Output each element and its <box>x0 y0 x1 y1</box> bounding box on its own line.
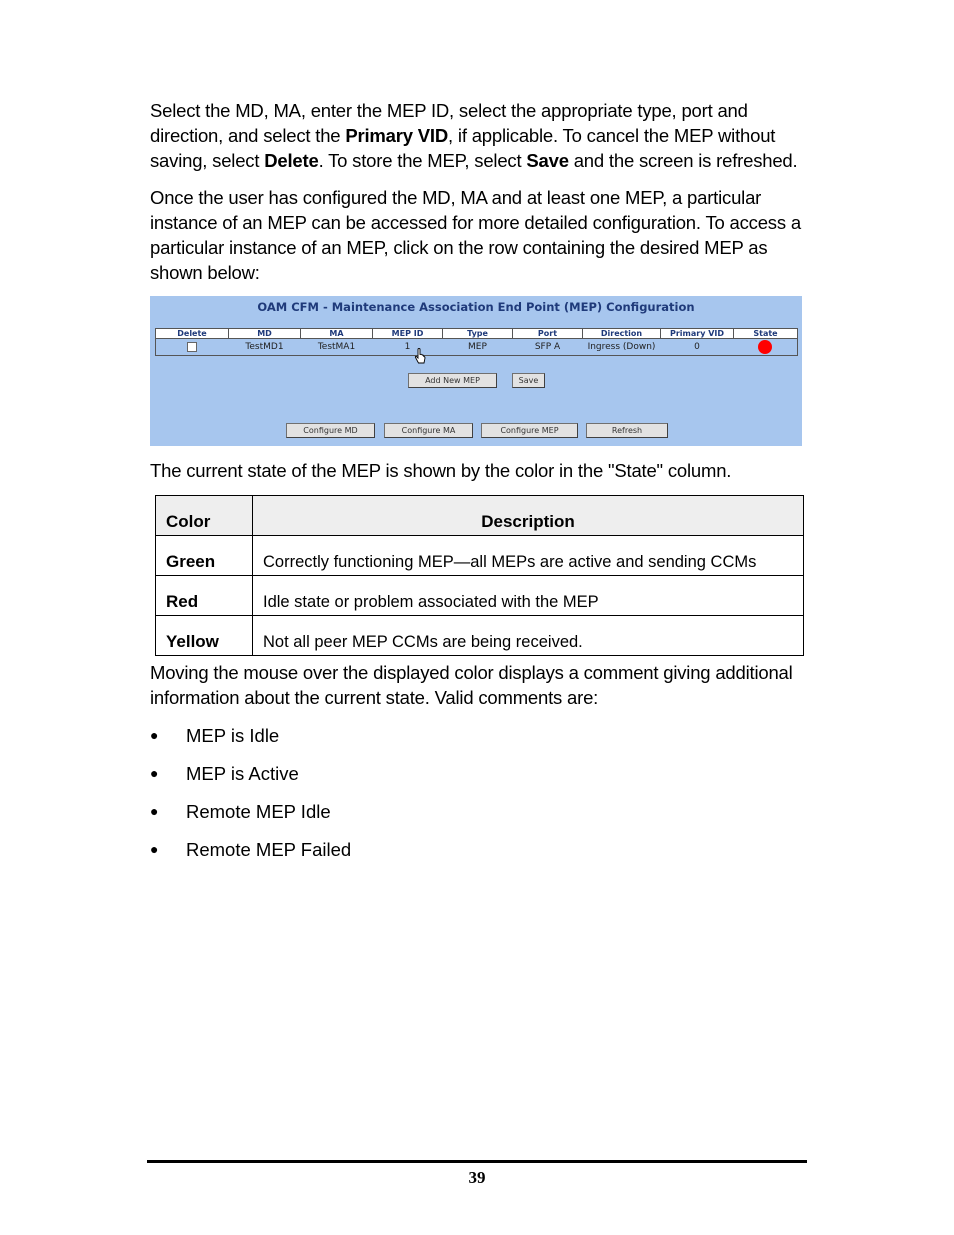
delete-term: Delete <box>264 150 319 171</box>
description-header: Description <box>253 496 804 536</box>
footer-rule <box>147 1160 807 1163</box>
mep-table-header <box>156 329 798 339</box>
configure-md-button[interactable]: Configure MD <box>286 423 375 438</box>
intro-text-d: . To store the MEP, select <box>318 150 527 171</box>
color-cell: Red <box>156 576 253 616</box>
list-item <box>150 799 351 837</box>
description-cell: Not all peer MEP CCMs are being received. <box>253 616 804 656</box>
refresh-button[interactable]: Refresh <box>586 423 668 438</box>
direction-cell: Ingress (Down) <box>583 339 661 356</box>
mep-id-cell: 1 <box>373 339 443 356</box>
col-md: MD <box>229 329 301 339</box>
type-cell: MEP <box>443 339 513 356</box>
bullet-icon: ● <box>150 765 159 781</box>
hand-cursor-icon <box>414 348 426 366</box>
mep-config-screenshot <box>150 296 802 446</box>
delete-cell <box>156 339 229 356</box>
comment-text: MEP is Idle <box>186 725 280 746</box>
col-port: Port <box>513 329 583 339</box>
page-number: 39 <box>468 1168 486 1187</box>
comment-text: MEP is Active <box>186 763 299 784</box>
mouse-paragraph: Moving the mouse over the displayed color displays a comment giving additional information about the current state. Valid comments are: <box>150 662 793 708</box>
list-item <box>150 761 351 799</box>
save-term: Save <box>526 150 569 171</box>
table-row <box>156 576 804 616</box>
color-cell: Yellow <box>156 616 253 656</box>
table-row <box>156 616 804 656</box>
description-cell: Correctly functioning MEP—all MEPs are active and sending CCMs <box>253 536 804 576</box>
col-delete: Delete <box>156 329 229 339</box>
table-row[interactable] <box>156 339 798 356</box>
save-button[interactable]: Save <box>512 373 545 388</box>
bullet-icon: ● <box>150 727 159 743</box>
add-new-mep-button[interactable]: Add New MEP <box>408 373 497 388</box>
md-cell: TestMD1 <box>229 339 301 356</box>
color-table-header <box>156 496 804 536</box>
col-type: Type <box>443 329 513 339</box>
table-row <box>156 536 804 576</box>
state-cell <box>734 339 798 356</box>
description-cell: Idle state or problem associated with the MEP <box>253 576 804 616</box>
list-item <box>150 723 351 761</box>
state-caption: The current state of the MEP is shown by the color in the "State" column. <box>150 460 732 481</box>
col-mep-id: MEP ID <box>373 329 443 339</box>
list-item <box>150 837 351 875</box>
intro-text-e: and the screen is refreshed. <box>568 150 798 171</box>
comment-text: Remote MEP Idle <box>186 801 331 822</box>
intro-paragraph-2: Once the user has configured the MD, MA and at least one MEP, a particular instance of an MEP can be accessed for more detailed configuration. To access a particular instance of an MEP, click on the row containing the desired MEP as shown below: <box>150 187 801 283</box>
state-indicator[interactable] <box>758 340 772 354</box>
col-ma: MA <box>301 329 373 339</box>
color-cell: Green <box>156 536 253 576</box>
delete-checkbox[interactable] <box>187 342 197 352</box>
col-state: State <box>734 329 798 339</box>
col-direction: Direction <box>583 329 661 339</box>
intro-paragraph-1 <box>150 98 805 173</box>
intro-text-c: , if applicable. To cancel the MEP without saving, select <box>150 125 776 171</box>
primary-vid-cell: 0 <box>661 339 734 356</box>
ma-cell: TestMA1 <box>301 339 373 356</box>
port-cell: SFP A <box>513 339 583 356</box>
col-primary-vid: Primary VID <box>661 329 734 339</box>
comment-text: Remote MEP Failed <box>186 839 352 860</box>
panel-title: OAM CFM - Maintenance Association End Point (MEP) Configuration <box>257 300 695 314</box>
primary-vid-term: Primary VID <box>345 125 449 146</box>
comments-list <box>150 723 351 875</box>
intro-text-a: Select the MD, MA, enter the MEP ID, select the appropriate type, port and direction, and select the <box>150 100 748 146</box>
color-table <box>155 495 804 656</box>
bullet-icon: ● <box>150 841 159 857</box>
configure-mep-button[interactable]: Configure MEP <box>481 423 578 438</box>
color-header: Color <box>156 496 253 536</box>
bullet-icon: ● <box>150 803 159 819</box>
configure-ma-button[interactable]: Configure MA <box>384 423 473 438</box>
mep-table <box>155 328 798 356</box>
